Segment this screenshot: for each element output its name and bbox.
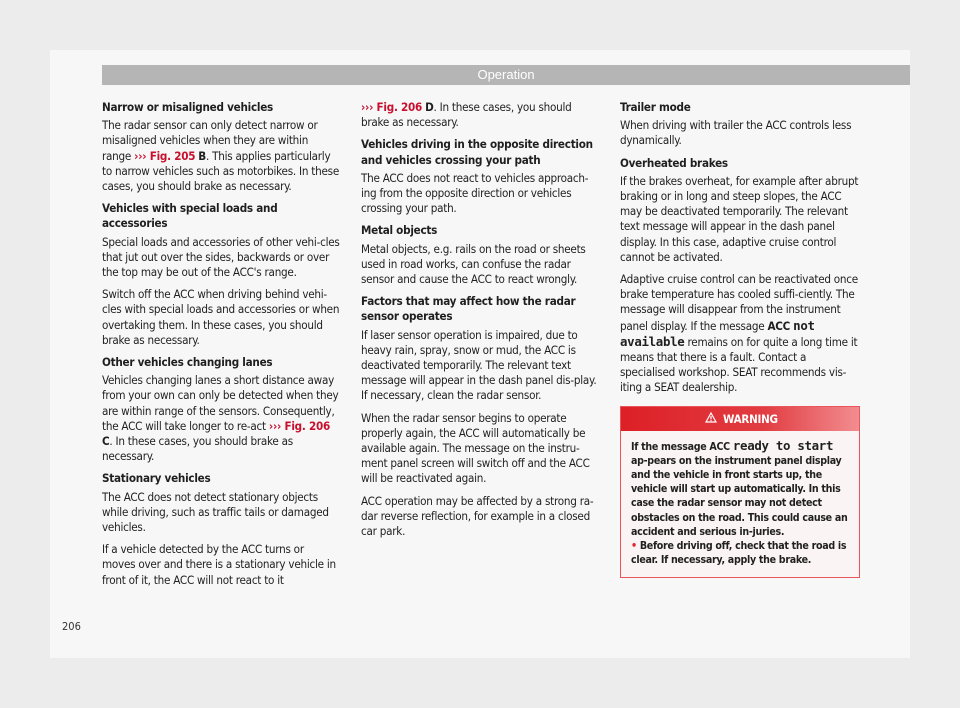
heading-metal-objects: Metal objects (361, 223, 438, 238)
figure-reference-link[interactable]: ››› Fig. 205 (134, 148, 196, 163)
column-2 (361, 100, 601, 546)
paragraph-reactivation: Adaptive cruise control can be reactivated once brake temperature has cooled suffi-ciently. The message will disappear from the instrument panel display. If the message ACC not available remains on for quite a long time it means that there is a fault. Contact a specialised workshop. SEAT recommends vis-iting a SEAT dealership. (620, 272, 858, 395)
warning-box (620, 406, 860, 579)
heading-opposite-direction: Vehicles driving in the opposite direction and vehicles crossing your path (361, 137, 593, 167)
warning-triangle-icon (705, 407, 717, 431)
column-3 (620, 100, 860, 578)
manual-page (50, 50, 910, 658)
figure-reference-link[interactable]: ››› Fig. 206 (361, 100, 423, 114)
section-header: Operation (102, 65, 910, 85)
paragraph-changing-lanes: Vehicles changing lanes a short distance away from your own can only be detected when they are within range of the sensors. Consequently, the ACC will take longer to re-act ››› Fig. 206 C. In these cases, you should brake as necessary. (102, 373, 339, 464)
heading-overheated-brakes: Overheated brakes (620, 155, 728, 170)
paragraph-overheated-brakes: If the brakes overheat, for example after abrupt braking or in long and steep slopes, the ACC may be deactivated temporarily. The relevant text message will appear in the dash panel display. In this case, adaptive cruise control cannot be activated. (620, 173, 859, 264)
paragraph-continued: ››› Fig. 206 D. In these cases, you should brake as necessary. (361, 100, 572, 130)
paragraph-switch-off-acc: Switch off the ACC when driving behind vehi-cles with special loads and accessories or when overtaking them. In these cases, you should brake as necessary. (102, 287, 340, 347)
warning-text: If the message ACC ready to start ap-pears on the instrument panel display and the vehicle in front starts up, the vehicle will start up automatically. In this case the radar sensor may not detect obstacles on the road. This could cause an accident and serious in-juries. (631, 437, 848, 538)
heading-changing-lanes: Other vehicles changing lanes (102, 355, 273, 370)
paragraph-special-loads: Special loads and accessories of other vehi-cles that jut out over the sides, backwards or over the top may be out of the ACC's range. (102, 234, 340, 280)
paragraph-trailer-mode: When driving with trailer the ACC controls less dynamically. (620, 118, 852, 148)
paragraph-stationary-objects: The ACC does not detect stationary objects while driving, such as traffic tails or damaged vehicles. (102, 489, 329, 535)
bullet-icon: • (631, 540, 637, 553)
figure-reference-link[interactable]: ››› Fig. 206 (268, 418, 330, 433)
page-number: 206 (62, 620, 81, 633)
paragraph-stationary-turns: If a vehicle detected by the ACC turns or moves over and there is a stationary vehicle in front of it, the ACC will not react to it (102, 542, 336, 587)
column-1 (102, 100, 340, 595)
paragraph-metal-objects: Metal objects, e.g. rails on the road or sheets used in road works, can confuse the radar sensor and cause the ACC to react wrongly. (361, 241, 586, 287)
warning-body (621, 431, 859, 578)
paragraph-narrow-vehicles: The radar sensor can only detect narrow or misaligned vehicles when they are within range ››› Fig. 205 B. This applies particularly to narrow vehicles such as motorbikes. In these cases, you should brake as necessary. (102, 118, 339, 194)
heading-radar-factors: Factors that may affect how the radar sensor operates (361, 294, 576, 324)
paragraph-opposite-direction: The ACC does not react to vehicles approach-ing from the opposite direction or vehicles crossing your path. (361, 170, 589, 216)
paragraph-reverse-reflection: ACC operation may be affected by a strong ra-dar reverse reflection, for example in a closed car park. (361, 493, 594, 539)
warning-bullet-item: • Before driving off, check that the road is clear. If necessary, apply the brake. (631, 540, 847, 567)
paragraph-laser-impaired: If laser sensor operation is impaired, due to heavy rain, spray, snow or mud, the ACC is deactivated temporarily. The relevant text message will appear in the dash panel dis-play. If necessary, clean the radar sensor. (361, 327, 597, 403)
paragraph-sensor-recovers: When the radar sensor begins to operate properly again, the ACC will automatically be available again. The message on the instru-ment panel screen will switch off and the ACC will be reactivated again. (361, 410, 590, 486)
heading-trailer-mode: Trailer mode (620, 100, 691, 114)
heading-special-loads: Vehicles with special loads and accessories (102, 201, 278, 231)
warning-header (621, 407, 859, 431)
heading-narrow-vehicles: Narrow or misaligned vehicles (102, 100, 273, 114)
heading-stationary-vehicles: Stationary vehicles (102, 471, 211, 486)
warning-title: WARNING (723, 411, 778, 426)
